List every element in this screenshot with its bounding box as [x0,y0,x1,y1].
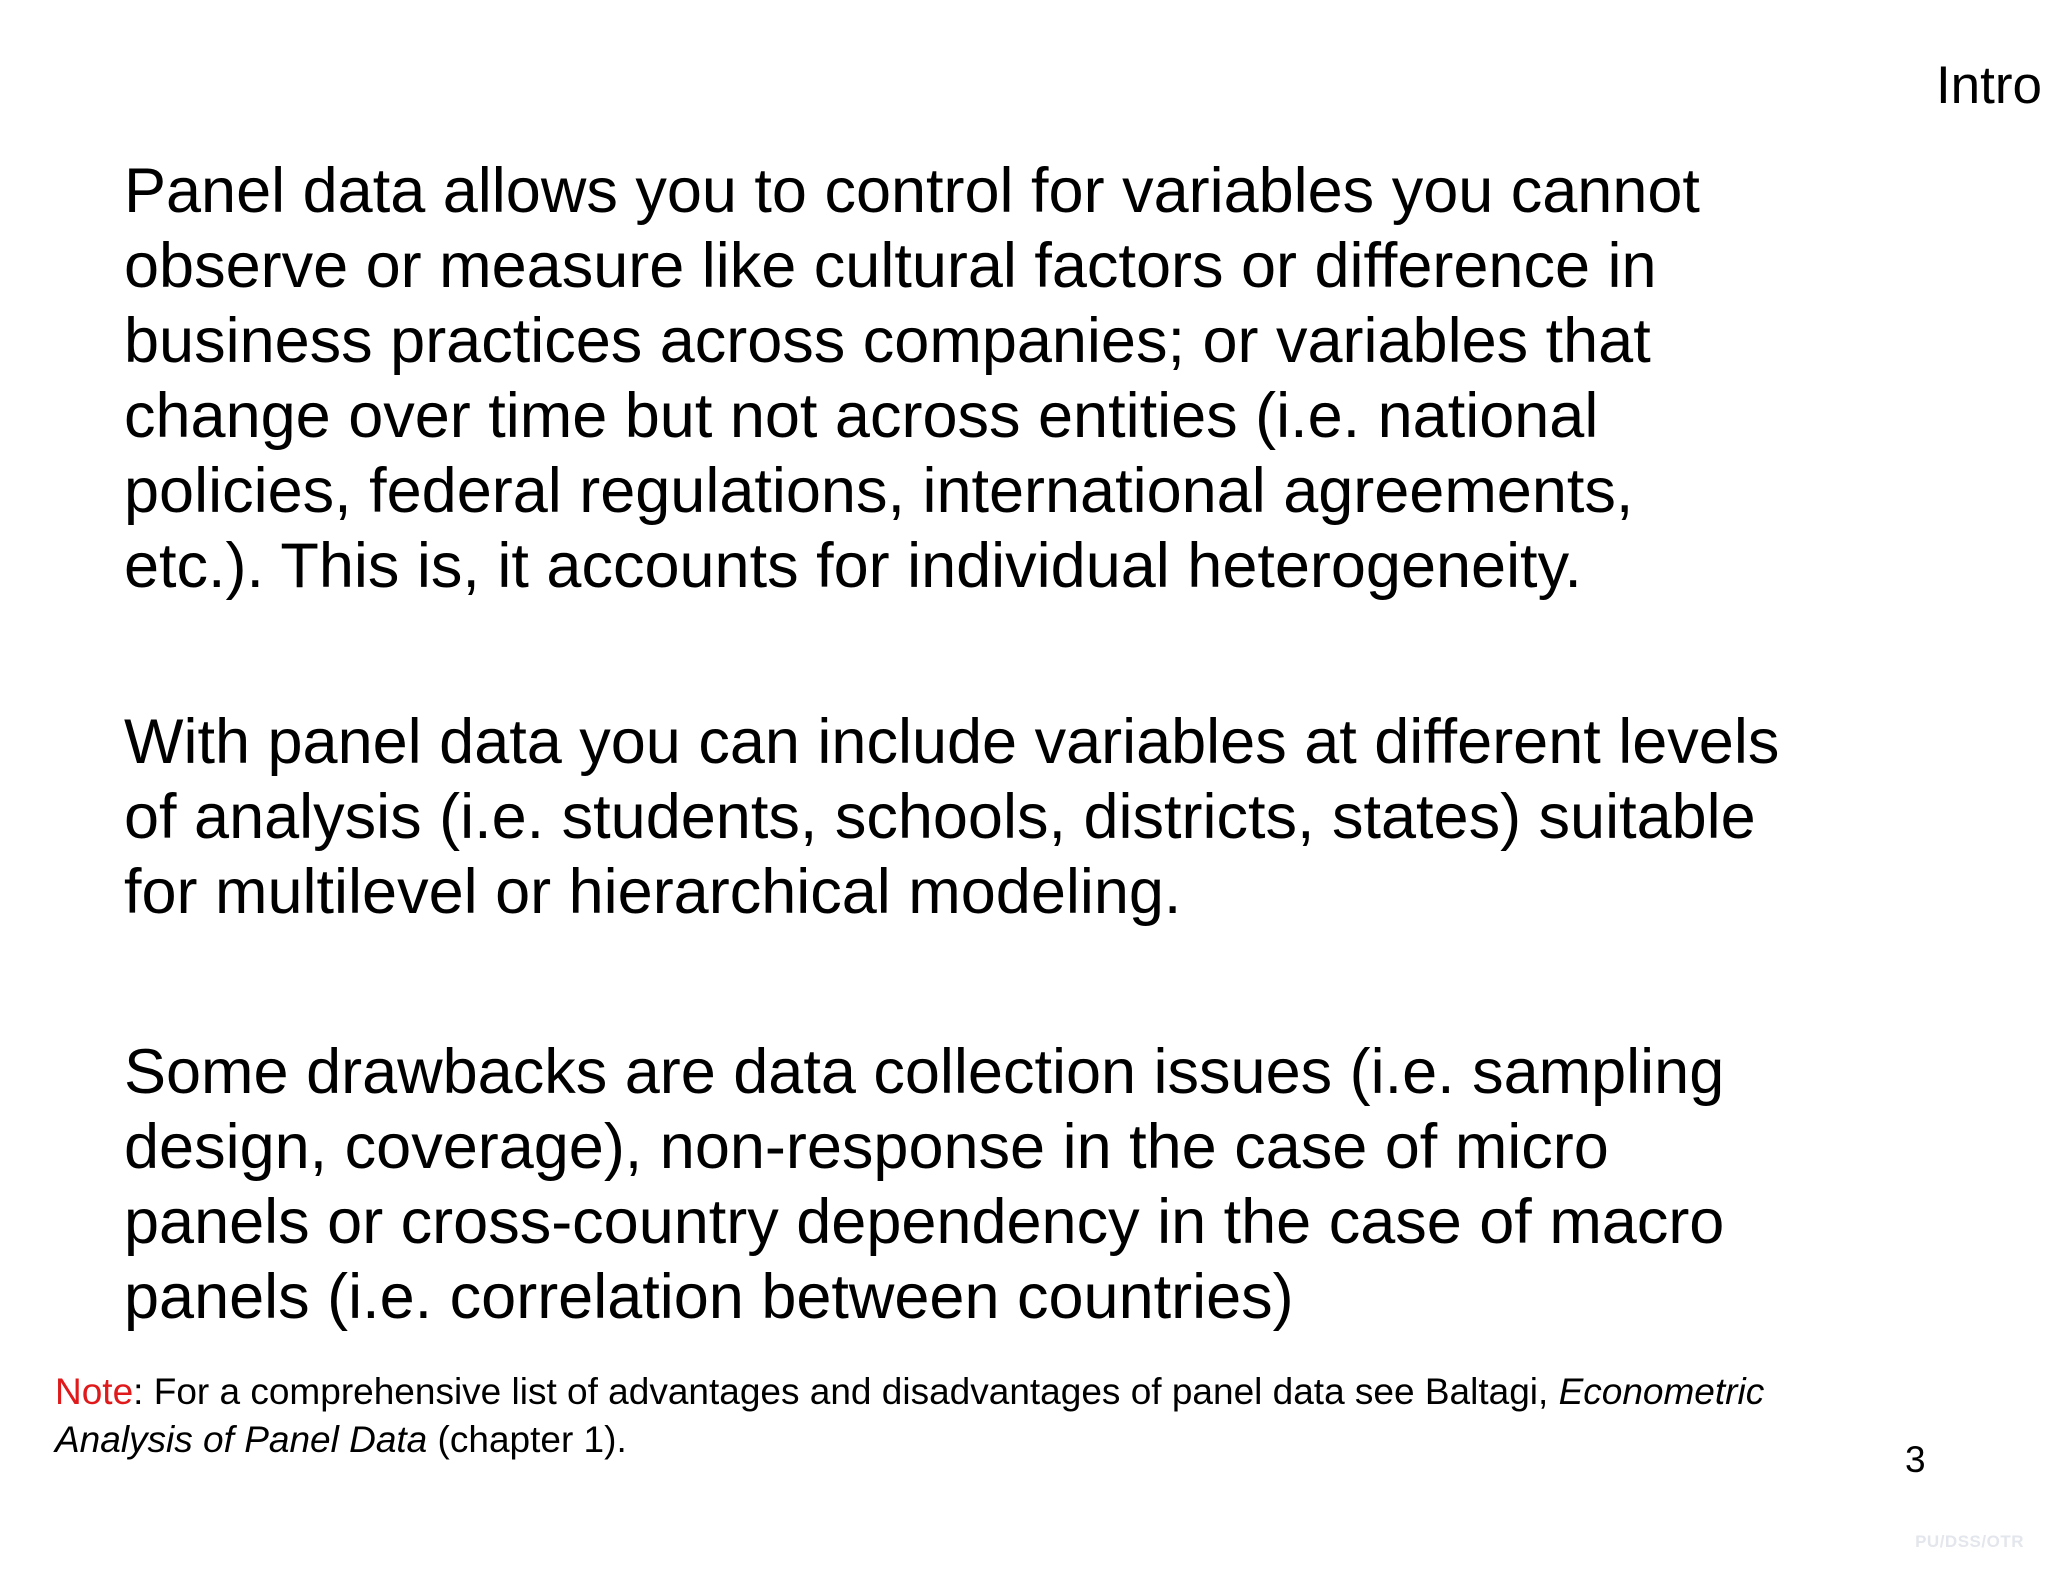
book-title-part-1: Econometric [1558,1371,1765,1412]
page-number: 3 [1905,1439,1926,1480]
paragraph-multilevel [124,705,1779,930]
paragraph-line: business practices across companies; or variables that [124,306,1651,376]
note-text-end: (chapter 1). [427,1419,627,1460]
paragraph-panel-data-control [124,154,1700,604]
paragraph-line: etc.). This is, it accounts for individual heterogeneity. [124,531,1582,601]
footnote-line-1 [55,1368,1764,1416]
paragraph-line: observe or measure like cultural factors or difference in [124,231,1657,301]
paragraph-line: of analysis (i.e. students, schools, districts, states) suitable [124,782,1756,852]
paragraph-line: Some drawbacks are data collection issues (i.e. sampling [124,1037,1725,1107]
footnote [55,1368,1764,1464]
footnote-line-2 [55,1416,1764,1464]
paragraph-line: Panel data allows you to control for variables you cannot [124,156,1700,226]
paragraph-line: for multilevel or hierarchical modeling. [124,857,1182,927]
note-label: Note [55,1371,134,1412]
paragraph-drawbacks [124,1035,1724,1335]
paragraph-line: With panel data you can include variables at different levels [124,707,1780,777]
book-title-part-2: Analysis of Panel Data [55,1419,428,1460]
paragraph-line: change over time but not across entities (i.e. national [124,381,1599,451]
paragraph-line: policies, federal regulations, international agreements, [124,456,1634,526]
paragraph-line: panels or cross-country dependency in the case of macro [124,1187,1725,1257]
note-text: : For a comprehensive list of advantages and disadvantages of panel data see Baltagi, [133,1371,1559,1412]
watermark: PU/DSS/OTR [1915,1532,2024,1551]
paragraph-line: panels (i.e. correlation between countries) [124,1262,1294,1332]
paragraph-line: design, coverage), non-response in the case of micro [124,1112,1609,1182]
section-title: Intro [1935,56,2042,115]
